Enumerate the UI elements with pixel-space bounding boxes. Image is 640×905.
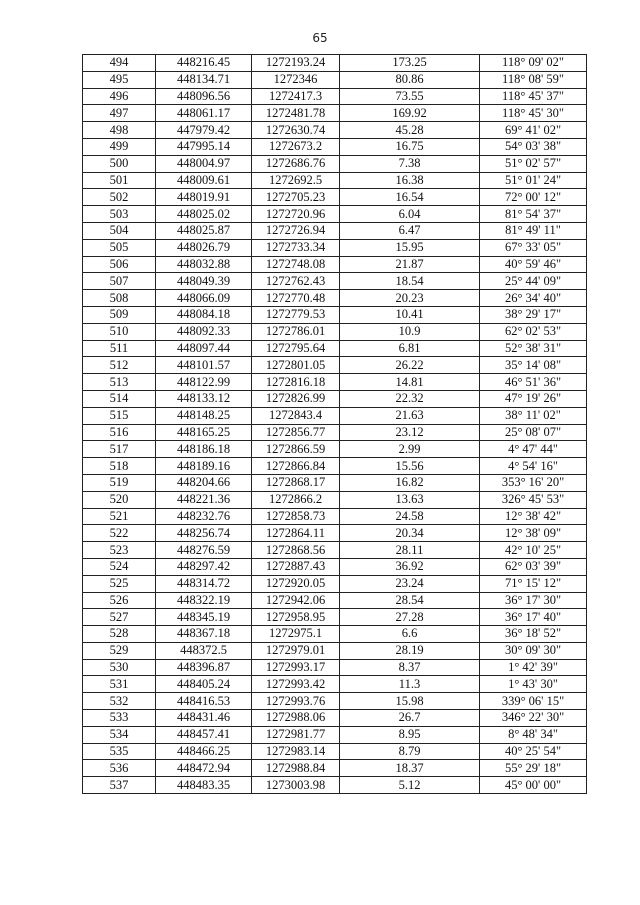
y-coordinate-cell: 1272866.59	[252, 441, 340, 458]
y-coordinate-cell: 1272692.5	[252, 172, 340, 189]
table-row	[83, 710, 587, 727]
point-number-cell: 506	[83, 256, 156, 273]
y-coordinate-cell: 1272816.18	[252, 374, 340, 391]
bearing-cell: 38° 29' 17"	[480, 306, 587, 323]
distance-cell: 7.38	[340, 155, 480, 172]
x-coordinate-cell: 448396.87	[156, 659, 252, 676]
bearing-cell: 1° 42' 39"	[480, 659, 587, 676]
x-coordinate-cell: 448122.99	[156, 374, 252, 391]
bearing-cell: 81° 49' 11"	[480, 222, 587, 239]
y-coordinate-cell: 1272795.64	[252, 340, 340, 357]
y-coordinate-cell: 1272983.14	[252, 743, 340, 760]
point-number-cell: 526	[83, 592, 156, 609]
distance-cell: 23.12	[340, 424, 480, 441]
point-number-cell: 501	[83, 172, 156, 189]
table-row	[83, 290, 587, 307]
point-number-cell: 516	[83, 424, 156, 441]
x-coordinate-cell: 448097.44	[156, 340, 252, 357]
table-row	[83, 508, 587, 525]
distance-cell: 36.92	[340, 558, 480, 575]
x-coordinate-cell: 448483.35	[156, 777, 252, 794]
y-coordinate-cell: 1272868.17	[252, 474, 340, 491]
bearing-cell: 35° 14' 08"	[480, 357, 587, 374]
point-number-cell: 503	[83, 206, 156, 223]
y-coordinate-cell: 1272801.05	[252, 357, 340, 374]
point-number-cell: 531	[83, 676, 156, 693]
y-coordinate-cell: 1272979.01	[252, 642, 340, 659]
x-coordinate-cell: 448019.91	[156, 189, 252, 206]
point-number-cell: 508	[83, 290, 156, 307]
x-coordinate-cell: 447979.42	[156, 122, 252, 139]
table-row	[83, 222, 587, 239]
table-row	[83, 458, 587, 475]
table-row	[83, 743, 587, 760]
distance-cell: 18.54	[340, 273, 480, 290]
y-coordinate-cell: 1272887.43	[252, 558, 340, 575]
table-row	[83, 340, 587, 357]
x-coordinate-cell: 448416.53	[156, 693, 252, 710]
bearing-cell: 118° 45' 37"	[480, 88, 587, 105]
y-coordinate-cell: 1272770.48	[252, 290, 340, 307]
distance-cell: 28.11	[340, 542, 480, 559]
x-coordinate-cell: 448066.09	[156, 290, 252, 307]
x-coordinate-cell: 448009.61	[156, 172, 252, 189]
x-coordinate-cell: 448025.02	[156, 206, 252, 223]
y-coordinate-cell: 1272858.73	[252, 508, 340, 525]
y-coordinate-cell: 1272920.05	[252, 575, 340, 592]
y-coordinate-cell: 1272630.74	[252, 122, 340, 139]
point-number-cell: 530	[83, 659, 156, 676]
x-coordinate-cell: 448221.36	[156, 491, 252, 508]
bearing-cell: 4° 47' 44"	[480, 441, 587, 458]
y-coordinate-cell: 1272866.2	[252, 491, 340, 508]
table-row	[83, 609, 587, 626]
y-coordinate-cell: 1272346	[252, 71, 340, 88]
table-row	[83, 172, 587, 189]
y-coordinate-cell: 1272993.17	[252, 659, 340, 676]
coordinates-table-body	[83, 55, 587, 794]
point-number-cell: 527	[83, 609, 156, 626]
table-row	[83, 88, 587, 105]
bearing-cell: 62° 03' 39"	[480, 558, 587, 575]
table-row	[83, 189, 587, 206]
table-row	[83, 374, 587, 391]
y-coordinate-cell: 1272843.4	[252, 407, 340, 424]
point-number-cell: 500	[83, 155, 156, 172]
table-row	[83, 306, 587, 323]
bearing-cell: 12° 38' 42"	[480, 508, 587, 525]
distance-cell: 5.12	[340, 777, 480, 794]
x-coordinate-cell: 448165.25	[156, 424, 252, 441]
y-coordinate-cell: 1272726.94	[252, 222, 340, 239]
distance-cell: 8.95	[340, 726, 480, 743]
point-number-cell: 536	[83, 760, 156, 777]
table-row	[83, 542, 587, 559]
y-coordinate-cell: 1272786.01	[252, 323, 340, 340]
table-row	[83, 105, 587, 122]
y-coordinate-cell: 1272826.99	[252, 390, 340, 407]
table-row	[83, 626, 587, 643]
table-row	[83, 777, 587, 794]
x-coordinate-cell: 448232.76	[156, 508, 252, 525]
distance-cell: 21.87	[340, 256, 480, 273]
bearing-cell: 36° 18' 52"	[480, 626, 587, 643]
table-row	[83, 726, 587, 743]
point-number-cell: 537	[83, 777, 156, 794]
distance-cell: 28.19	[340, 642, 480, 659]
table-row	[83, 491, 587, 508]
y-coordinate-cell: 1272705.23	[252, 189, 340, 206]
distance-cell: 18.37	[340, 760, 480, 777]
y-coordinate-cell: 1272856.77	[252, 424, 340, 441]
table-row	[83, 206, 587, 223]
bearing-cell: 353° 16' 20"	[480, 474, 587, 491]
y-coordinate-cell: 1272988.06	[252, 710, 340, 727]
distance-cell: 6.6	[340, 626, 480, 643]
distance-cell: 169.92	[340, 105, 480, 122]
x-coordinate-cell: 448431.46	[156, 710, 252, 727]
y-coordinate-cell: 1272673.2	[252, 138, 340, 155]
table-row	[83, 155, 587, 172]
x-coordinate-cell: 448189.16	[156, 458, 252, 475]
table-row	[83, 676, 587, 693]
y-coordinate-cell: 1272779.53	[252, 306, 340, 323]
y-coordinate-cell: 1272417.3	[252, 88, 340, 105]
y-coordinate-cell: 1272748.08	[252, 256, 340, 273]
point-number-cell: 534	[83, 726, 156, 743]
bearing-cell: 118° 08' 59"	[480, 71, 587, 88]
bearing-cell: 346° 22' 30"	[480, 710, 587, 727]
y-coordinate-cell: 1272686.76	[252, 155, 340, 172]
point-number-cell: 532	[83, 693, 156, 710]
point-number-cell: 525	[83, 575, 156, 592]
x-coordinate-cell: 448101.57	[156, 357, 252, 374]
distance-cell: 2.99	[340, 441, 480, 458]
x-coordinate-cell: 448466.25	[156, 743, 252, 760]
y-coordinate-cell: 1272993.42	[252, 676, 340, 693]
x-coordinate-cell: 448472.94	[156, 760, 252, 777]
point-number-cell: 522	[83, 525, 156, 542]
point-number-cell: 535	[83, 743, 156, 760]
distance-cell: 173.25	[340, 55, 480, 72]
bearing-cell: 45° 00' 00"	[480, 777, 587, 794]
y-coordinate-cell: 1272762.43	[252, 273, 340, 290]
distance-cell: 16.82	[340, 474, 480, 491]
x-coordinate-cell: 448367.18	[156, 626, 252, 643]
bearing-cell: 38° 11' 02"	[480, 407, 587, 424]
bearing-cell: 326° 45' 53"	[480, 491, 587, 508]
table-row	[83, 239, 587, 256]
bearing-cell: 81° 54' 37"	[480, 206, 587, 223]
coordinates-table	[82, 54, 587, 794]
distance-cell: 20.34	[340, 525, 480, 542]
bearing-cell: 36° 17' 40"	[480, 609, 587, 626]
y-coordinate-cell: 1272733.34	[252, 239, 340, 256]
distance-cell: 27.28	[340, 609, 480, 626]
distance-cell: 16.38	[340, 172, 480, 189]
bearing-cell: 26° 34' 40"	[480, 290, 587, 307]
distance-cell: 6.47	[340, 222, 480, 239]
bearing-cell: 69° 41' 02"	[480, 122, 587, 139]
bearing-cell: 25° 08' 07"	[480, 424, 587, 441]
distance-cell: 21.63	[340, 407, 480, 424]
bearing-cell: 62° 02' 53"	[480, 323, 587, 340]
x-coordinate-cell: 448025.87	[156, 222, 252, 239]
x-coordinate-cell: 448148.25	[156, 407, 252, 424]
point-number-cell: 515	[83, 407, 156, 424]
bearing-cell: 339° 06' 15"	[480, 693, 587, 710]
distance-cell: 14.81	[340, 374, 480, 391]
table-row	[83, 525, 587, 542]
x-coordinate-cell: 448314.72	[156, 575, 252, 592]
x-coordinate-cell: 448061.17	[156, 105, 252, 122]
table-row	[83, 642, 587, 659]
point-number-cell: 494	[83, 55, 156, 72]
distance-cell: 8.37	[340, 659, 480, 676]
x-coordinate-cell: 448004.97	[156, 155, 252, 172]
x-coordinate-cell: 448026.79	[156, 239, 252, 256]
distance-cell: 80.86	[340, 71, 480, 88]
table-row	[83, 693, 587, 710]
table-row	[83, 592, 587, 609]
bearing-cell: 52° 38' 31"	[480, 340, 587, 357]
point-number-cell: 524	[83, 558, 156, 575]
x-coordinate-cell: 448457.41	[156, 726, 252, 743]
x-coordinate-cell: 448186.18	[156, 441, 252, 458]
point-number-cell: 505	[83, 239, 156, 256]
x-coordinate-cell: 448134.71	[156, 71, 252, 88]
table-row	[83, 357, 587, 374]
point-number-cell: 514	[83, 390, 156, 407]
y-coordinate-cell: 1272864.11	[252, 525, 340, 542]
distance-cell: 45.28	[340, 122, 480, 139]
distance-cell: 16.54	[340, 189, 480, 206]
x-coordinate-cell: 448204.66	[156, 474, 252, 491]
point-number-cell: 510	[83, 323, 156, 340]
distance-cell: 10.9	[340, 323, 480, 340]
table-row	[83, 659, 587, 676]
x-coordinate-cell: 448216.45	[156, 55, 252, 72]
point-number-cell: 504	[83, 222, 156, 239]
bearing-cell: 25° 44' 09"	[480, 273, 587, 290]
x-coordinate-cell: 448297.42	[156, 558, 252, 575]
x-coordinate-cell: 448345.19	[156, 609, 252, 626]
bearing-cell: 42° 10' 25"	[480, 542, 587, 559]
x-coordinate-cell: 448256.74	[156, 525, 252, 542]
bearing-cell: 46° 51' 36"	[480, 374, 587, 391]
bearing-cell: 47° 19' 26"	[480, 390, 587, 407]
point-number-cell: 496	[83, 88, 156, 105]
distance-cell: 73.55	[340, 88, 480, 105]
point-number-cell: 511	[83, 340, 156, 357]
point-number-cell: 498	[83, 122, 156, 139]
point-number-cell: 502	[83, 189, 156, 206]
distance-cell: 16.75	[340, 138, 480, 155]
point-number-cell: 497	[83, 105, 156, 122]
distance-cell: 26.7	[340, 710, 480, 727]
bearing-cell: 4° 54' 16"	[480, 458, 587, 475]
page-number: 65	[312, 31, 328, 45]
point-number-cell: 517	[83, 441, 156, 458]
point-number-cell: 513	[83, 374, 156, 391]
point-number-cell: 533	[83, 710, 156, 727]
distance-cell: 22.32	[340, 390, 480, 407]
table-row	[83, 474, 587, 491]
point-number-cell: 529	[83, 642, 156, 659]
point-number-cell: 528	[83, 626, 156, 643]
point-number-cell: 523	[83, 542, 156, 559]
bearing-cell: 12° 38' 09"	[480, 525, 587, 542]
distance-cell: 11.3	[340, 676, 480, 693]
bearing-cell: 51° 01' 24"	[480, 172, 587, 189]
x-coordinate-cell: 448084.18	[156, 306, 252, 323]
y-coordinate-cell: 1272481.78	[252, 105, 340, 122]
table-row	[83, 441, 587, 458]
distance-cell: 8.79	[340, 743, 480, 760]
x-coordinate-cell: 448372.5	[156, 642, 252, 659]
table-row	[83, 424, 587, 441]
bearing-cell: 55° 29' 18"	[480, 760, 587, 777]
y-coordinate-cell: 1272993.76	[252, 693, 340, 710]
y-coordinate-cell: 1272981.77	[252, 726, 340, 743]
point-number-cell: 520	[83, 491, 156, 508]
table-row	[83, 122, 587, 139]
table-row	[83, 138, 587, 155]
table-row	[83, 760, 587, 777]
point-number-cell: 521	[83, 508, 156, 525]
distance-cell: 6.81	[340, 340, 480, 357]
point-number-cell: 499	[83, 138, 156, 155]
x-coordinate-cell: 448322.19	[156, 592, 252, 609]
bearing-cell: 71° 15' 12"	[480, 575, 587, 592]
bearing-cell: 8° 48' 34"	[480, 726, 587, 743]
table-row	[83, 575, 587, 592]
x-coordinate-cell: 447995.14	[156, 138, 252, 155]
distance-cell: 15.95	[340, 239, 480, 256]
bearing-cell: 40° 25' 54"	[480, 743, 587, 760]
x-coordinate-cell: 448032.88	[156, 256, 252, 273]
point-number-cell: 519	[83, 474, 156, 491]
y-coordinate-cell: 1272958.95	[252, 609, 340, 626]
bearing-cell: 36° 17' 30"	[480, 592, 587, 609]
distance-cell: 10.41	[340, 306, 480, 323]
y-coordinate-cell: 1272975.1	[252, 626, 340, 643]
distance-cell: 20.23	[340, 290, 480, 307]
x-coordinate-cell: 448096.56	[156, 88, 252, 105]
distance-cell: 6.04	[340, 206, 480, 223]
y-coordinate-cell: 1272193.24	[252, 55, 340, 72]
table-row	[83, 323, 587, 340]
bearing-cell: 40° 59' 46"	[480, 256, 587, 273]
table-row	[83, 256, 587, 273]
point-number-cell: 507	[83, 273, 156, 290]
point-number-cell: 512	[83, 357, 156, 374]
x-coordinate-cell: 448092.33	[156, 323, 252, 340]
point-number-cell: 509	[83, 306, 156, 323]
x-coordinate-cell: 448133.12	[156, 390, 252, 407]
table-row	[83, 273, 587, 290]
bearing-cell: 30° 09' 30"	[480, 642, 587, 659]
distance-cell: 15.98	[340, 693, 480, 710]
y-coordinate-cell: 1272720.96	[252, 206, 340, 223]
table-row	[83, 55, 587, 72]
table-row	[83, 407, 587, 424]
point-number-cell: 495	[83, 71, 156, 88]
x-coordinate-cell: 448405.24	[156, 676, 252, 693]
distance-cell: 23.24	[340, 575, 480, 592]
y-coordinate-cell: 1272866.84	[252, 458, 340, 475]
bearing-cell: 118° 45' 30"	[480, 105, 587, 122]
table-row	[83, 71, 587, 88]
y-coordinate-cell: 1272868.56	[252, 542, 340, 559]
bearing-cell: 1° 43' 30"	[480, 676, 587, 693]
distance-cell: 28.54	[340, 592, 480, 609]
y-coordinate-cell: 1272942.06	[252, 592, 340, 609]
table-row	[83, 390, 587, 407]
x-coordinate-cell: 448276.59	[156, 542, 252, 559]
bearing-cell: 72° 00' 12"	[480, 189, 587, 206]
x-coordinate-cell: 448049.39	[156, 273, 252, 290]
point-number-cell: 518	[83, 458, 156, 475]
distance-cell: 26.22	[340, 357, 480, 374]
distance-cell: 13.63	[340, 491, 480, 508]
table-row	[83, 558, 587, 575]
bearing-cell: 54° 03' 38"	[480, 138, 587, 155]
y-coordinate-cell: 1273003.98	[252, 777, 340, 794]
bearing-cell: 118° 09' 02"	[480, 55, 587, 72]
distance-cell: 24.58	[340, 508, 480, 525]
distance-cell: 15.56	[340, 458, 480, 475]
y-coordinate-cell: 1272988.84	[252, 760, 340, 777]
bearing-cell: 67° 33' 05"	[480, 239, 587, 256]
bearing-cell: 51° 02' 57"	[480, 155, 587, 172]
